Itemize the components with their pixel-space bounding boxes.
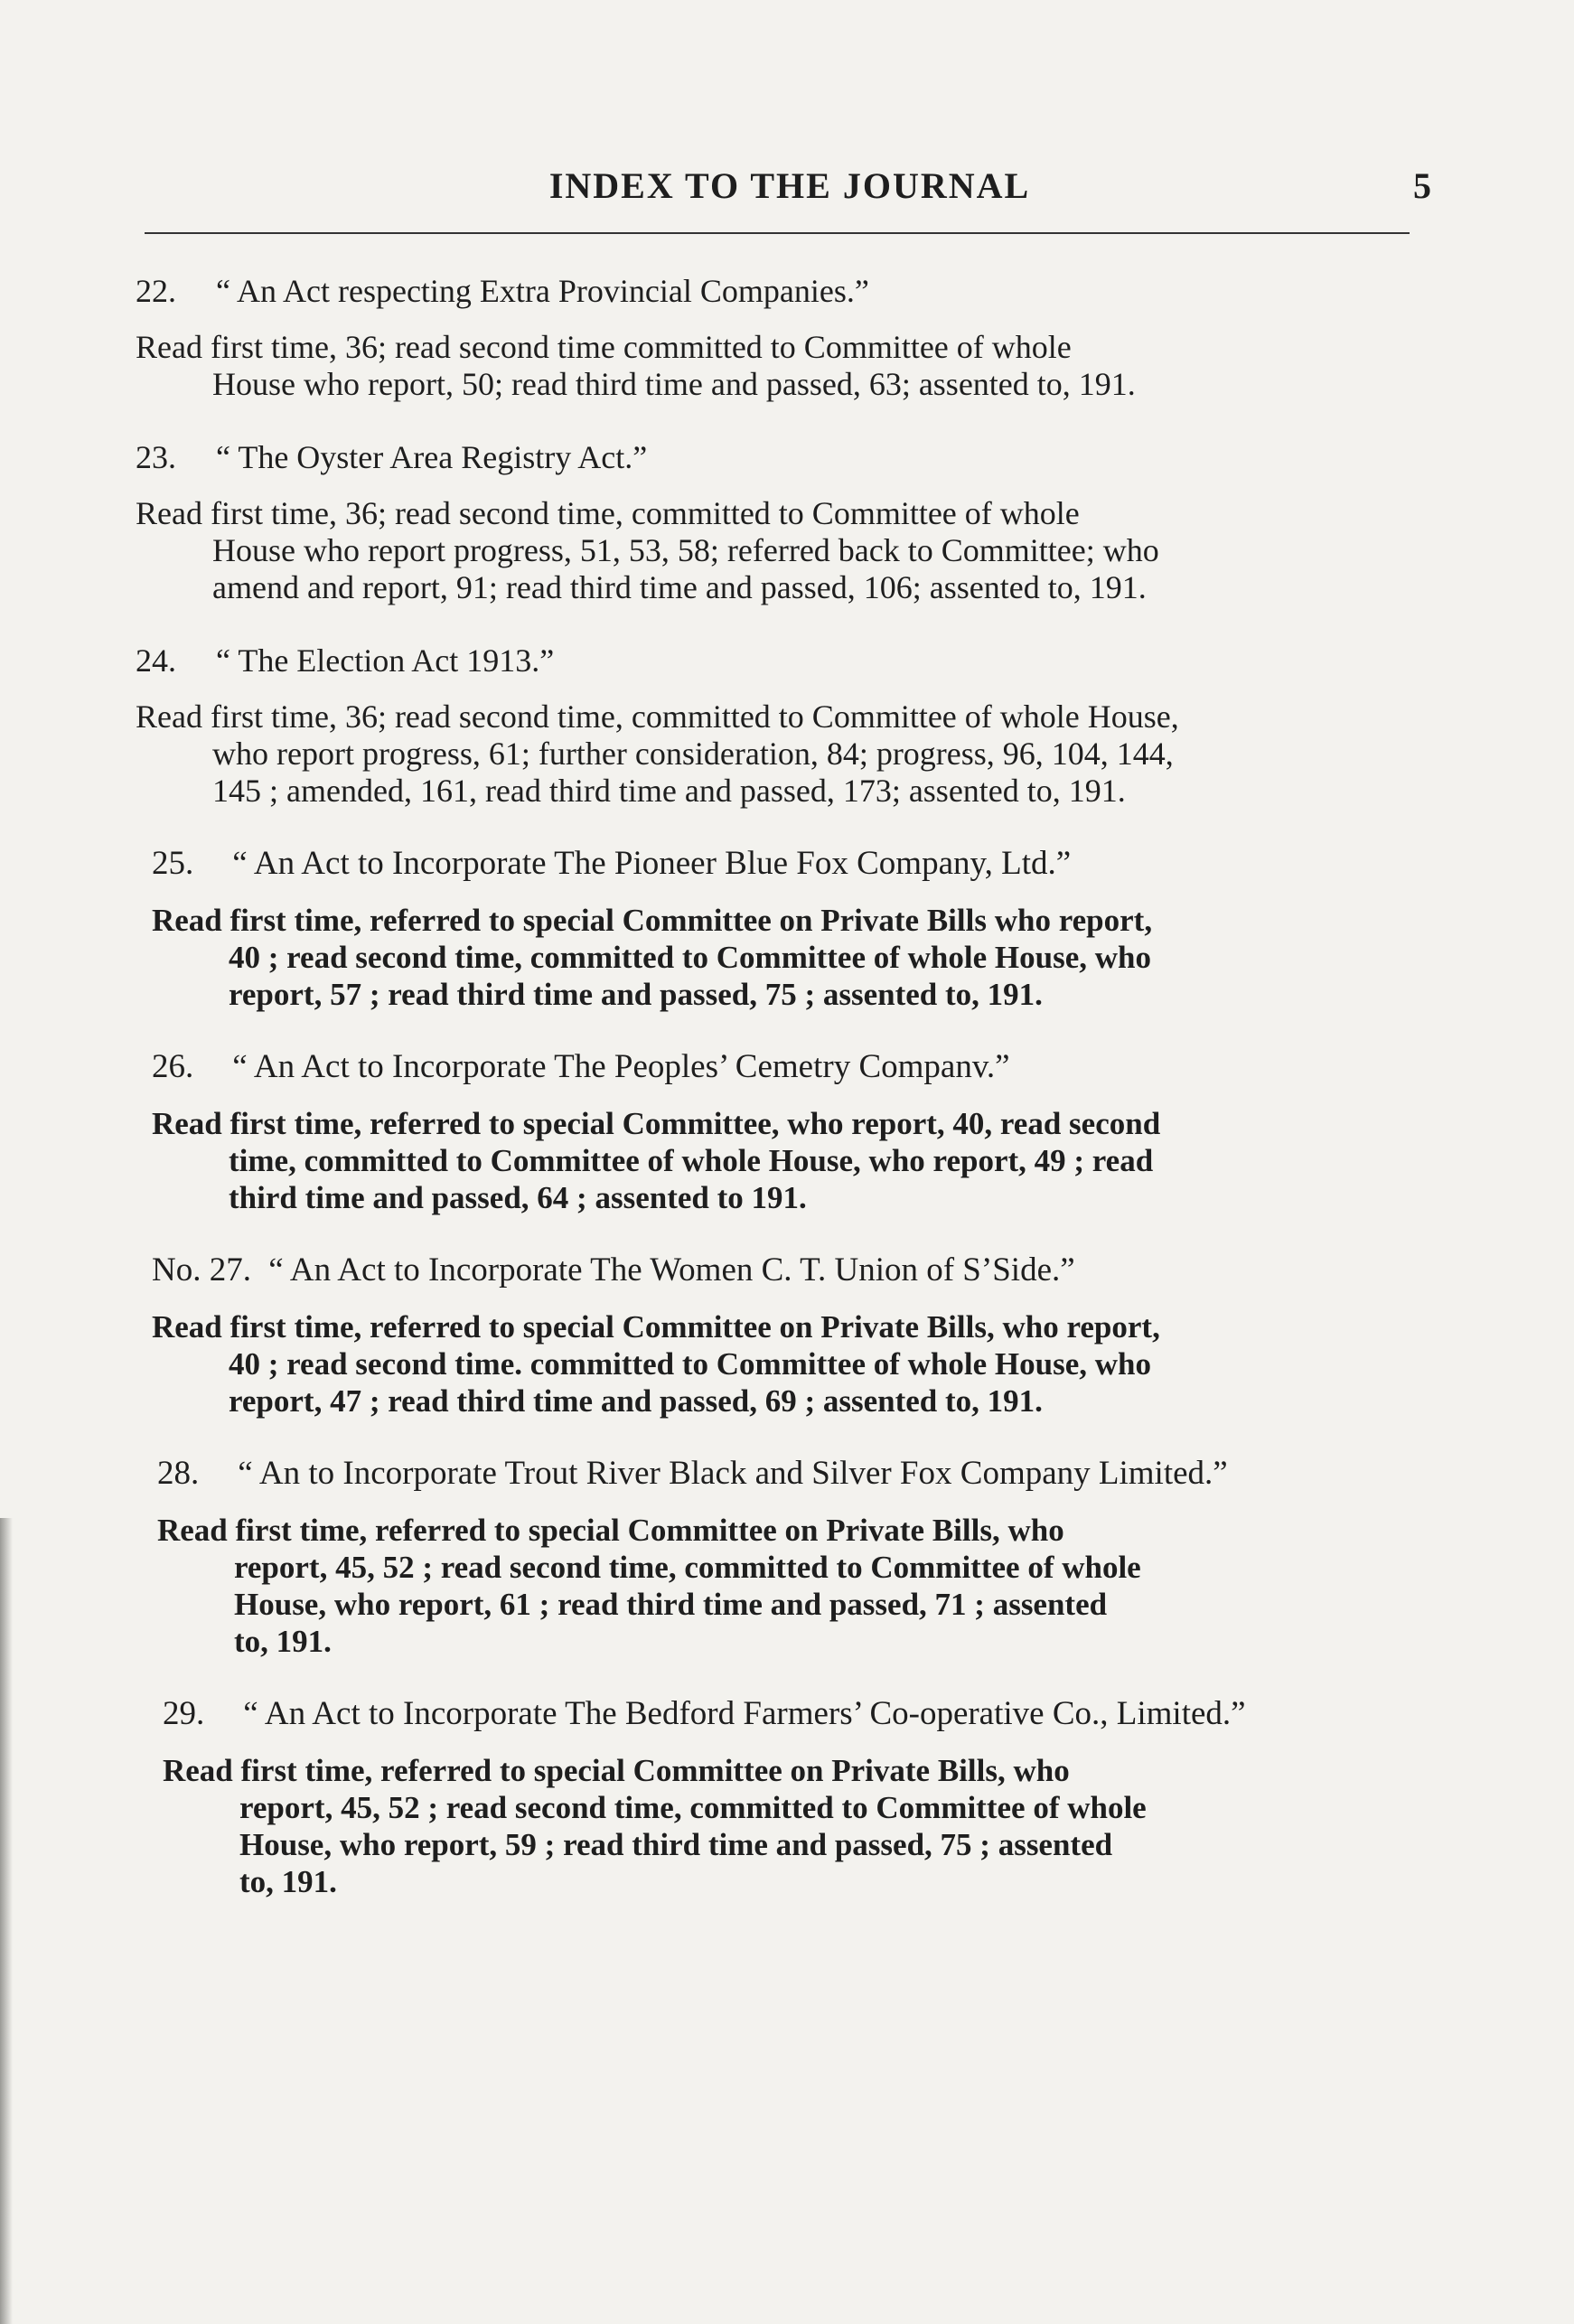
entry-title — [152, 1047, 1446, 1087]
entry-act-name: “ The Election Act 1913.” — [216, 642, 555, 679]
entry-line: House who report, 50; read third time and passed, 63; assented to, 191. — [212, 366, 1136, 402]
entry-line: to, 191. — [239, 1864, 337, 1899]
entry-number: 25. — [152, 845, 194, 882]
entry-proceedings — [157, 1512, 1446, 1660]
entry-number: 26. — [152, 1048, 194, 1085]
entry-line: House who report progress, 51, 53, 58; referred back to Committee; who — [212, 532, 1159, 568]
entry-line: report, 45, 52 ; read second time, committed to Committee of whole — [239, 1790, 1147, 1825]
index-entry — [136, 271, 1446, 403]
entry-title — [152, 1251, 1446, 1290]
entry-proceedings — [152, 1105, 1446, 1216]
entry-line: Read first time, referred to special Committee on Private Bills, who report, — [152, 1309, 1160, 1345]
entry-title — [152, 844, 1446, 884]
entry-number: 29. — [163, 1695, 205, 1732]
entry-title — [136, 437, 1446, 477]
entry-title — [163, 1694, 1446, 1734]
entry-line: Read first time, referred to special Committee on Private Bills, who — [157, 1513, 1064, 1548]
entry-line: amend and report, 91; read third time and passed, 106; assented to, 191. — [212, 569, 1147, 605]
index-entry — [136, 1694, 1446, 1900]
page-header — [136, 152, 1444, 224]
index-entry — [136, 1454, 1446, 1660]
index-entry — [136, 844, 1446, 1013]
header-divider — [145, 232, 1410, 234]
entry-title — [157, 1454, 1446, 1494]
entry-line: 145 ; amended, 161, read third time and passed, 173; assented to, 191. — [212, 773, 1126, 809]
entry-act-name: “ An Act to Incorporate The Women C. T. Union of S’Side.” — [268, 1251, 1075, 1289]
entry-line: 40 ; read second time. committed to Committee of whole House, who — [229, 1346, 1151, 1382]
page-title: INDEX TO THE JOURNAL — [548, 165, 1031, 206]
index-entry — [136, 437, 1446, 606]
entry-number: No. 27. — [152, 1251, 251, 1289]
entry-number: 24. — [136, 642, 176, 679]
entry-line: report, 47 ; read third time and passed, 69 ; assented to, 191. — [229, 1383, 1043, 1419]
entry-line: House, who report, 61 ; read third time and passed, 71 ; assented — [234, 1587, 1108, 1622]
entry-proceedings — [152, 902, 1446, 1013]
entry-number: 23. — [136, 439, 176, 475]
index-entries — [136, 271, 1446, 1935]
entry-line: Read first time, referred to special Committee on Private Bills who report, — [152, 903, 1153, 938]
entry-act-name: “ An to Incorporate Trout River Black and Silver Fox Company Limited.” — [238, 1455, 1228, 1492]
entry-proceedings — [163, 1752, 1446, 1900]
entry-act-name: “ The Oyster Area Registry Act.” — [216, 439, 648, 475]
entry-line: 40 ; read second time, committed to Committee of whole House, who — [229, 940, 1151, 975]
entry-line: third time and passed, 64 ; assented to 191. — [229, 1180, 807, 1215]
index-entry — [136, 1251, 1446, 1420]
entry-line: Read first time, 36; read second time committed to Committee of whole — [136, 329, 1072, 365]
entry-proceedings — [136, 495, 1446, 606]
entry-title — [136, 641, 1446, 680]
index-entry — [136, 641, 1446, 810]
page-edge-shadow — [0, 1518, 13, 2324]
entry-title — [136, 271, 1446, 311]
entry-line: report, 57 ; read third time and passed, 75 ; assented to, 191. — [229, 977, 1043, 1012]
entry-act-name: “ An Act to Incorporate The Bedford Farmers’ Co-operative Co., Limited.” — [243, 1695, 1246, 1732]
entry-line: Read first time, referred to special Committee on Private Bills, who — [163, 1753, 1070, 1788]
entry-line: House, who report, 59 ; read third time and passed, 75 ; assented — [239, 1827, 1113, 1862]
entry-line: Read first time, 36; read second time, committed to Committee of whole — [136, 495, 1080, 531]
entry-act-name: “ An Act to Incorporate The Pioneer Blue Fox Company, Ltd.” — [232, 845, 1072, 882]
entry-number: 22. — [136, 273, 176, 309]
entry-line: time, committed to Committee of whole House, who report, 49 ; read — [229, 1143, 1154, 1178]
page-number: 5 — [1413, 165, 1431, 206]
entry-act-name: “ An Act respecting Extra Provincial Companies.” — [216, 273, 869, 309]
index-entry — [136, 1047, 1446, 1216]
entry-proceedings — [136, 698, 1446, 810]
entry-act-name: “ An Act to Incorporate The Peoples’ Cemetry Companv.” — [232, 1048, 1010, 1085]
entry-line: to, 191. — [234, 1624, 332, 1659]
entry-proceedings — [136, 329, 1446, 403]
entry-number: 28. — [157, 1455, 200, 1492]
entry-proceedings — [152, 1308, 1446, 1420]
entry-line: who report progress, 61; further consideration, 84; progress, 96, 104, 144, — [212, 736, 1174, 772]
entry-line: Read first time, 36; read second time, committed to Committee of whole House, — [136, 698, 1179, 735]
entry-line: report, 45, 52 ; read second time, committed to Committee of whole — [234, 1550, 1141, 1585]
entry-line: Read first time, referred to special Committee, who report, 40, read second — [152, 1106, 1161, 1141]
